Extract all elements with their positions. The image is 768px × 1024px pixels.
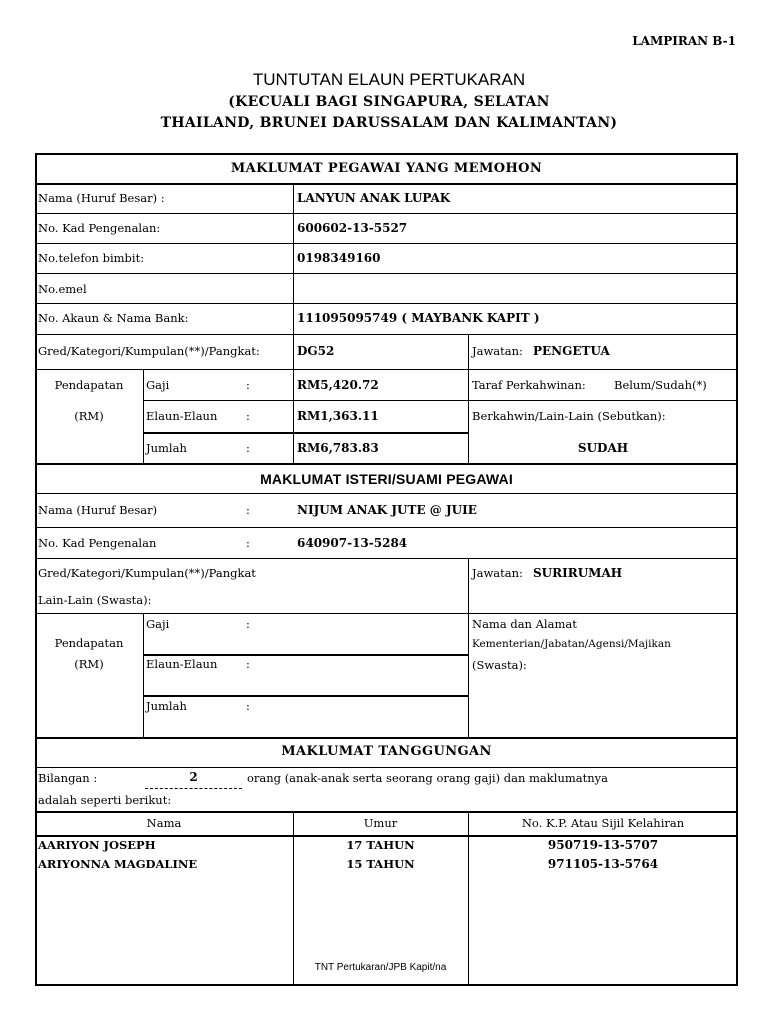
alamat-label-line3: (Swasta):: [472, 658, 527, 672]
form-subtitle-line2: THAILAND, BRUNEI DARUSSALAM DAN KALIMANTAN): [160, 115, 618, 131]
jawatan-value: PENGETUA: [533, 344, 610, 358]
telefon-label: No.telefon bimbit:: [38, 251, 145, 265]
rule: [35, 369, 738, 370]
pendapatan-label: Pendapatan: [54, 378, 124, 392]
colon: :: [246, 409, 250, 423]
table-row-umur: 17 TAHUN: [346, 838, 415, 852]
pasangan-gaji-label: Gaji: [146, 617, 170, 631]
rule: [143, 695, 469, 697]
orang-text: orang (anak-anak serta seorang orang gaji) dan maklumatnya: [247, 771, 608, 785]
rule: [143, 369, 144, 463]
colon: :: [246, 657, 250, 671]
jumlah-value: RM6,783.83: [297, 441, 379, 455]
rule: [143, 613, 144, 737]
colon: :: [246, 503, 250, 517]
pasangan-nama-label: Nama (Huruf Besar): [38, 503, 158, 517]
pasangan-gred-label: Gred/Kategori/Kumpulan(**)/Pangkat: [38, 566, 256, 580]
gaji-label: Gaji: [146, 378, 170, 392]
pasangan-jawatan-label: Jawatan:: [472, 566, 523, 580]
rule: [143, 654, 469, 656]
berkahwin-value: SUDAH: [577, 441, 629, 455]
akaun-label: No. Akaun & Nama Bank:: [38, 311, 189, 325]
table-row-umur: 15 TAHUN: [346, 857, 415, 871]
col-header-kp: No. K.P. Atau Sijil Kelahiran: [521, 816, 685, 830]
col-header-umur: Umur: [363, 816, 398, 830]
rule: [293, 183, 294, 334]
jawatan-label: Jawatan:: [472, 344, 523, 358]
rule: [35, 273, 738, 274]
section-heading-pegawai: MAKLUMAT PEGAWAI YANG MEMOHON: [230, 161, 543, 176]
pasangan-pendapatan-label: Pendapatan: [54, 636, 124, 650]
kp-value: 600602-13-5527: [297, 221, 408, 235]
alamat-label-line2: Kementerian/Jabatan/Agensi/Majikan: [472, 638, 671, 650]
gred-value: DG52: [297, 344, 335, 358]
rule: [35, 243, 738, 244]
pasangan-jawatan-value: SURIRUMAH: [533, 566, 623, 580]
rule: [35, 183, 738, 185]
nama-value: LANYUN ANAK LUPAK: [297, 191, 451, 205]
rule: [35, 463, 738, 465]
pasangan-nama-value: NIJUM ANAK JUTE @ JUIE: [297, 503, 477, 517]
telefon-value: 0198349160: [297, 251, 381, 265]
rule: [468, 558, 469, 737]
col-header-nama: Nama: [146, 816, 182, 830]
elaun-value: RM1,363.11: [297, 409, 379, 423]
rule: [35, 303, 738, 304]
jumlah-label: Jumlah: [146, 441, 187, 455]
rule: [35, 737, 738, 739]
lain-lain-label: Lain-Lain (Swasta):: [38, 593, 152, 607]
gred-label: Gred/Kategori/Kumpulan(**)/Pangkat:: [38, 344, 260, 358]
footer-reference: TNT Pertukaran/JPB Kapit/na: [314, 962, 447, 973]
rule: [35, 493, 738, 494]
pasangan-kp-value: 640907-13-5284: [297, 536, 408, 550]
table-row-kp: 971105-13-5764: [547, 857, 659, 871]
elaun-label: Elaun-Elaun: [146, 409, 218, 423]
rule: [143, 400, 738, 401]
form-subtitle-line1: (KECUALI BAGI SINGAPURA, SELATAN: [228, 94, 550, 110]
rule: [143, 432, 469, 434]
table-row-kp: 950719-13-5707: [547, 838, 659, 852]
rule: [35, 767, 738, 768]
colon: :: [246, 699, 250, 713]
akaun-value: 111095095749 ( MAYBANK KAPIT ): [297, 311, 540, 325]
kp-label: No. Kad Pengenalan:: [38, 221, 161, 235]
rule: [35, 558, 738, 559]
nama-label: Nama (Huruf Besar) :: [38, 191, 165, 205]
pasangan-kp-label: No. Kad Pengenalan: [38, 536, 157, 550]
colon: :: [246, 378, 250, 392]
pasangan-jumlah-label: Jumlah: [146, 699, 187, 713]
seperti-text: adalah seperti berikut:: [38, 793, 172, 807]
rule: [293, 334, 294, 463]
colon: :: [246, 441, 250, 455]
bilangan-label: Bilangan :: [38, 771, 98, 785]
section-heading-pasangan: MAKLUMAT ISTERI/SUAMI PEGAWAI: [260, 471, 513, 487]
table-row-nama: ARIYONNA MAGDALINE: [38, 857, 198, 871]
taraf-perkahwinan-label: Taraf Perkahwinan:: [472, 378, 586, 392]
colon: :: [246, 536, 250, 550]
rule: [35, 835, 738, 837]
form-title: TUNTUTAN ELAUN PERTUKARAN: [252, 70, 526, 89]
rule: [35, 527, 738, 528]
alamat-label-line1: Nama dan Alamat: [472, 617, 577, 631]
emel-label: No.emel: [38, 282, 87, 296]
section-heading-tanggungan: MAKLUMAT TANGGUNGAN: [281, 744, 492, 759]
gaji-value: RM5,420.72: [297, 378, 379, 392]
rule: [35, 334, 738, 335]
berkahwin-label: Berkahwin/Lain-Lain (Sebutkan):: [472, 409, 666, 423]
bilangan-underline: [145, 788, 242, 789]
bilangan-value: 2: [189, 770, 198, 784]
taraf-perkahwinan-value: Belum/Sudah(*): [614, 378, 707, 392]
rule: [35, 213, 738, 214]
rule: [35, 811, 738, 813]
rm-label: (RM): [74, 409, 104, 423]
pasangan-elaun-label: Elaun-Elaun: [146, 657, 218, 671]
pasangan-rm-label: (RM): [74, 657, 104, 671]
rule: [35, 613, 738, 614]
colon: :: [246, 617, 250, 631]
table-row-nama: AARIYON JOSEPH: [38, 838, 156, 852]
lampiran-label: LAMPIRAN B-1: [632, 34, 736, 48]
